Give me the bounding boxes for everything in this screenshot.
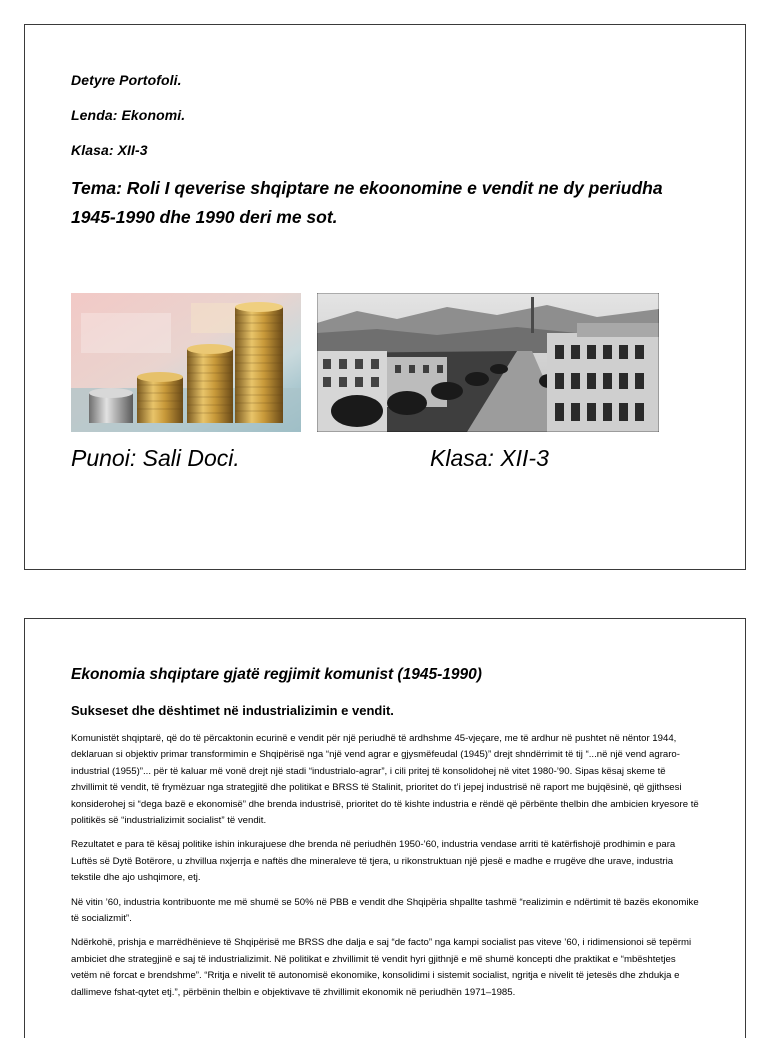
topic-heading: Tema: Roli I qeverise shqiptare ne ekoonomine e vendit ne dy periudha 1945-1990 dhe 1990 deri me sot. [71, 178, 663, 227]
paragraph: Rezultatet e para të kësaj politike ishin inkurajuese dhe brenda në periudhën 1950-’60, industria vendase arriti të katërfishojë prodhimin e para Luftës së Dytë Botërore, u zhvillua nxjerrja e naftës dhe mineraleve të tjera, u rikonstruktuan një pjesë e madhe e rrugëve dhe urave, industria tekstile dhe ajo ushqimore, etj. [71, 839, 676, 884]
paragraph: Në vitin ’60, industria kontribuonte me më shumë se 50% në PBB e vendit dhe Shqipëria shpallte tashmë “realizimin e ndërtimit të bazës ekonomike të socializmit”. [71, 896, 699, 925]
body-text [71, 731, 701, 1009]
section-title: Ekonomia shqiptare gjatë regjimit komunist (1945-1990) [71, 666, 482, 683]
historic-street-photo [317, 293, 659, 432]
section-subtitle: Sukseset dhe dështimet në industrializimin e vendit. [71, 703, 394, 718]
subject-label: Lenda: Ekonomi. [71, 107, 186, 123]
coins-photo [71, 293, 301, 432]
paragraph: Komunistët shqiptarë, që do të përcaktonin ecurinë e vendit për një periudhë të ardhshme 45-vjeçare, me të ardhur në pushtet në nëntor 1944, deklaruan si objektiv primar transformimin e Shqipërisë nga “një vend agrar e gjysmëfeudal (1945)” drejt shndërrimit të tij “...në një vend agraro-industrial (1955)”... për të kaluar më vonë drejt një stadi “industrialo-agrar”, i cili pritej të konsolidohej në vitet 1980-’90. Sipas kësaj skeme të zhvillimit të vendit, të frymëzuar nga strategjitë dhe politikat e BRSS të Stalinit, prioritet do t’i jepej industrisë në raport me bujqësinë, që gjithsesi konsiderohej si “dega bazë e ekonomisë” dhe brenda industrisë, prioritet do të kishte industria e rëndë që përbënte thelbin dhe ambicien kryesore të politikës së “industrializimit socialist” të vendit. [71, 733, 699, 827]
cover-page [24, 24, 746, 570]
class-signature: Klasa: XII-3 [430, 445, 549, 471]
content-page [24, 618, 746, 1038]
paragraph: Ndërkohë, prishja e marrëdhënieve të Shqipërisë me BRSS dhe dalja e saj “de facto” nga kampi socialist pas viteve ’60, i ridimensionoi së tepërmi ambiciet dhe strategjinë e saj të industrializimit. Në politikat e zhvillimit të vendit hyri gjithnjë e më shumë koncepti dhe praktikat e “mbështetjes vetëm në forcat e brendshme”. “Rritja e nivelit të autonomisë ekonomike, konsolidimi i sistemit socialist, ngritja e nivelit të jetesës dhe zhdukja e dallimeve fshat-qytet etj.”, përbënin thelbin e objektivave të zhvillimit ekonomik në periudhën 1971–1985. [71, 937, 692, 998]
class-label: Klasa: XII-3 [71, 142, 148, 158]
author-signature: Punoi: Sali Doci. [71, 445, 240, 471]
assignment-label: Detyre Portofoli. [71, 72, 182, 88]
